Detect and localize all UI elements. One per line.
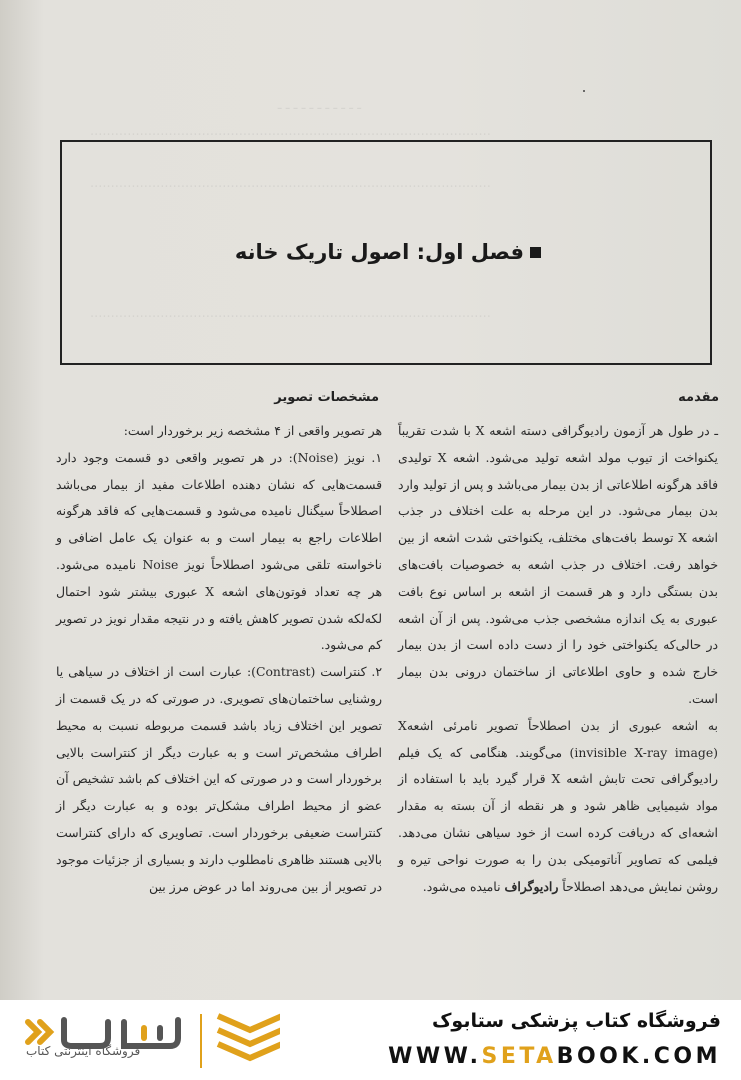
setabook-wordmark-icon xyxy=(28,1020,178,1046)
store-footer xyxy=(0,1000,741,1080)
shop-name: فروشگاه کتاب پزشکی ستابوک xyxy=(431,1010,721,1032)
shop-url[interactable] xyxy=(388,1044,721,1069)
feature-noise: ۱. نویز (Noise): در هر تصویر واقعی دو قسمت وجود دارد قسمت‌هایی که نشان دهنده اطلاعات مفید از بیمار می‌باشد اصطلاحاً سیگنال نامیده می‌شود و قسمت‌هایی که فاقد هرگونه اطلاعات راجع به بیمار است و به عنوان یک عامل اضافی و ناخواسته تلقی می‌شود اصطلاحاً نویز Noise نامیده می‌شود. هر چه تعداد فوتون‌های اشعه X عبوری بیشتر شود احتمال لکه‌لکه شدن تصویر کاهش یافته و در نتیجه مقدار نویز در تصویر کم می‌شود. xyxy=(56,449,382,653)
intro-paragraph-2-text: به اشعه عبوری از بدن اصطلاحاً تصویر نامرئی اشعهX (invisible X-ray image) می‌گویند. هنگامی که یک فیلم رادیوگرافی تحت تابش اشعه X قرار گیرد باید با استفاده از مواد شیمیایی ظاهر شود و هر نقطه از آن بسته به مقدار اشعه‌ای که دریافت کرده است از خود سیاهی نشان می‌دهد. فیلمی که تصاویر آناتومیکی بدن را به صورت نواحی تیره و روشن نمایش می‌دهد اصطلاحاً xyxy=(398,717,718,894)
image-features-heading: مشخصات تصویر xyxy=(274,390,379,405)
image-features-column xyxy=(56,418,382,900)
image-features-lead: هر تصویر واقعی از ۴ مشخصه زیر برخوردار است: xyxy=(123,423,382,438)
chapter-title-text: فصل اول: اصول تاریک خانه xyxy=(234,240,524,264)
setabook-logo xyxy=(20,1008,280,1074)
intro-paragraph-1: ـ در طول هر آزمون رادیوگرافی دسته اشعه X با شدت تقریباً یکنواخت از تیوب مولد اشعه تولید می‌شود. اشعه X تولیدی فاقد هرگونه اطلاعاتی از بدن بیمار می‌باشد و پس از تولید وارد بدن بیمار می‌شود. در این مرحله به علت اختلاف در جذب اشعه X توسط بافت‌های مختلف، یکنواختی شدت اشعه از بین خواهد رفت. اختلاف در جذب اشعه به خصوصیات بافت‌های بدن بستگی دارد و هر قسمت از اشعه بر اساس نوع بافت عبوری به یک اندازه مشخصی جذب می‌شود. پس از آن اشعه در حالی‌که یکنواختی خود را از دست داده است از بدن بیمار خارج شده و حاوی اطلاعاتی از ساختمان درونی بدن بیمار است. xyxy=(398,423,718,706)
intro-heading: مقدمه xyxy=(678,390,719,405)
feature-contrast: ۲. کنتراست (Contrast): عبارت است از اختلاف در سیاهی یا روشنایی ساختمان‌های تصویری. در صورتی که در یک قسمت از تصویر این اختلاف زیاد باشد قسمت مربوطه نسبت به محیط اطراف مشخص‌تر است و به عبارت دیگر از کنتراست بالایی برخوردار است و در صورتی که این اختلاف کم باشد تشخیص آن عضو از محیط اطراف مشکل‌تر بوده و به عبارت دیگر از کنتراست ضعیفی برخوردار است. تصاویری که دارای کنتراست بالایی هستند ظاهری نامطلوب دارند و بسیاری از جزئیات موجود در تصویر از بین می‌روند اما در عوض مرز بین xyxy=(56,664,382,894)
intro-closing: نامیده می‌شود. xyxy=(422,878,501,894)
intro-paragraph-2 xyxy=(398,713,718,901)
book-page: ـ ـ ـ ـ ـ ـ ـ ـ ـ ـ ـ ................................................................................................. ................................................................................................. ................................................................................................. فصل اول: اصول تاریک خانه مقدمه ـ در طول هر آزمون رادیوگرافی دسته اشعه X با شدت تقریباً یکنواخت از تیوب مولد اشعه تولید می‌شود. اشعه X تولیدی فاقد هرگونه اطلاعاتی از بدن بیمار می‌باشد و پس از تولید وارد بدن بیمار می‌شود. در این مرحله به علت اختلاف در جذب اشعه X توسط بافت‌های مختلف، یکنواختی شدت اشعه از بین خواهد رفت. اختلاف در جذب اشعه به خصوصیات بافت‌های بدن بستگی دارد و هر قسمت از اشعه بر اساس نوع بافت عبوری به یک اندازه مشخصی جذب می‌شود. پس از آن اشعه در حالی‌که یکنواختی خود را از دست داده است از بدن بیمار خارج شده و حاوی اطلاعاتی از ساختمان درونی بدن بیمار است. به اشعه عبوری از بدن اصطلاحاً تصویر نامرئی اشعهX (invisible X-ray image) می‌گویند. هنگامی که یک فیلم رادیوگرافی تحت تابش اشعه X قرار گیرد باید با استفاده از مواد شیمیایی ظاهر شود و هر نقطه از آن بسته به مقدار اشعه‌ای که دریافت کرده است از خود سیاهی نشان می‌دهد. فیلمی که تصاویر آناتومیکی بدن را به صورت نواحی تیره و روشن نمایش می‌دهد اصطلاحاً رادیوگراف نامیده می‌شود. مشخصات تصویر هر تصویر واقعی از ۴ مشخصه زیر برخوردار است: ۱. نویز (Noise): در هر تصویر واقعی دو قسمت وجود دارد قسمت‌هایی که نشان دهنده اطلاعات مفید از بیمار می‌باشد اصطلاحاً سیگنال نامیده می‌شود و قسمت‌هایی که فاقد هرگونه اطلاعات راجع به بیمار است و به عنوان یک عامل اضافی و ناخواسته تلقی می‌شود اصطلاحاً نویز Noise نامیده می‌شود. هر چه تعداد فوتون‌های اشعه X عبوری بیشتر شود احتمال لکه‌لکه شدن تصویر کاهش یافته و در نتیجه مقدار نویز در تصویر کم می‌شود. ۲. کنتراست (Contrast): عبارت است از اختلاف در سیاهی یا روشنایی ساختمان‌های تصویری. در صورتی که در یک قسمت از تصویر این اختلاف زیاد باشد قسمت مربوطه نسبت به محیط اطراف مشخص‌تر است و به عبارت دیگر از کنتراست بالایی برخوردار است و در صورتی که این اختلاف کم باشد تشخیص آن عضو از محیط اطراف مشکل‌تر بوده و به عبارت دیگر از کنتراست ضعیفی برخوردار است. تصاویری که دارای کنتراست بالایی هستند ظاهری نامطلوب دارند و بسیاری از جزئیات موجود در تصویر از بین می‌روند اما در عوض مرز بین xyxy=(0,0,741,1000)
chevron-stack-icon xyxy=(218,1016,280,1058)
url-suffix: BOOK.COM xyxy=(556,1044,721,1069)
logo-tagline: فروشگاه اینترنتی کتاب xyxy=(26,1044,141,1058)
radiograph-term: رادیوگراف xyxy=(504,878,559,894)
url-prefix: WWW. xyxy=(388,1044,482,1069)
page-speck xyxy=(583,90,585,92)
url-accent: SETA xyxy=(481,1044,557,1069)
chapter-title xyxy=(235,240,541,264)
intro-column xyxy=(398,418,718,900)
square-bullet-icon xyxy=(530,247,541,258)
